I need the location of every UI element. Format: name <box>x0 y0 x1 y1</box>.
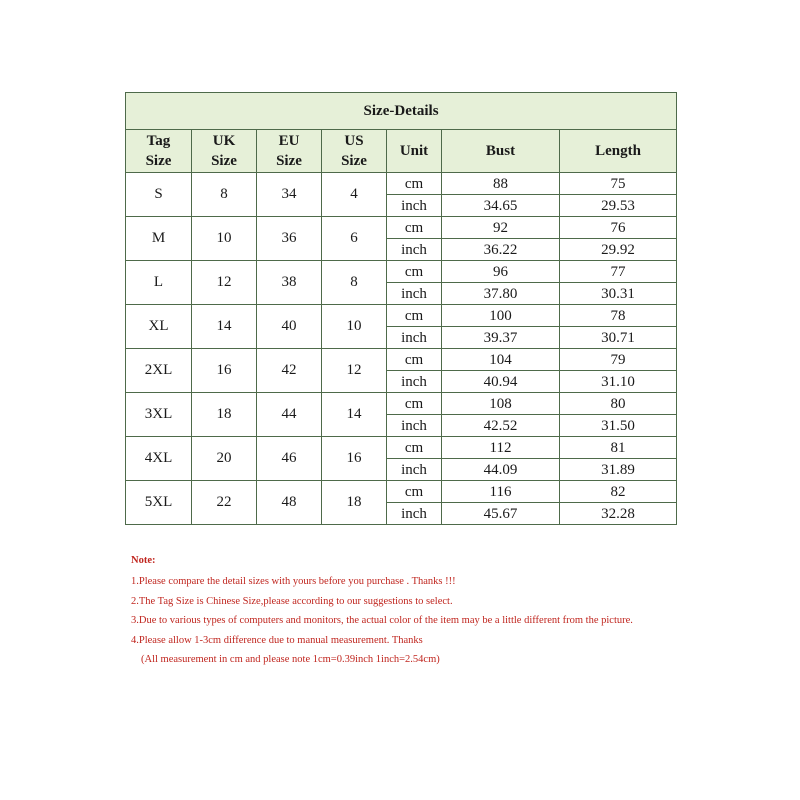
length-cm-cell: 77 <box>560 261 677 283</box>
bust-cm-cell: 88 <box>442 173 560 195</box>
uk-size-cell: 16 <box>192 349 257 393</box>
us-size-cell: 4 <box>322 173 387 217</box>
notes-section <box>131 555 731 665</box>
unit-cell: inch <box>387 327 442 349</box>
note-line-4: 4.Please allow 1-3cm difference due to manual measurement. Thanks <box>131 634 423 646</box>
header-us-size: US Size <box>322 130 387 173</box>
us-size-cell: 10 <box>322 305 387 349</box>
length-inch-cell: 31.50 <box>560 415 677 437</box>
header-tag-size: Tag Size <box>126 130 192 173</box>
unit-cell: inch <box>387 459 442 481</box>
header-length: Length <box>560 130 677 173</box>
us-size-cell: 12 <box>322 349 387 393</box>
size-table <box>125 92 677 525</box>
uk-size-cell: 8 <box>192 173 257 217</box>
tag-size-cell: S <box>126 173 192 217</box>
uk-size-cell: 18 <box>192 393 257 437</box>
unit-cell: cm <box>387 261 442 283</box>
header-row <box>126 130 677 173</box>
bust-inch-cell: 36.22 <box>442 239 560 261</box>
eu-size-cell: 48 <box>257 481 322 525</box>
uk-size-cell: 12 <box>192 261 257 305</box>
uk-size-cell: 14 <box>192 305 257 349</box>
length-inch-cell: 29.92 <box>560 239 677 261</box>
bust-cm-cell: 100 <box>442 305 560 327</box>
header-unit: Unit <box>387 130 442 173</box>
table-row <box>126 305 677 327</box>
length-cm-cell: 79 <box>560 349 677 371</box>
header-uk-size: UK Size <box>192 130 257 173</box>
length-cm-cell: 76 <box>560 217 677 239</box>
unit-cell: inch <box>387 503 442 525</box>
header-bust: Bust <box>442 130 560 173</box>
note-line-2: 2.The Tag Size is Chinese Size,please according to our suggestions to select. <box>131 595 453 607</box>
table-row <box>126 393 677 415</box>
notes-footer: (All measurement in cm and please note 1cm=0.39inch 1inch=2.54cm) <box>141 654 440 665</box>
bust-inch-cell: 34.65 <box>442 195 560 217</box>
unit-cell: inch <box>387 195 442 217</box>
eu-size-cell: 36 <box>257 217 322 261</box>
tag-size-cell: 5XL <box>126 481 192 525</box>
size-chart <box>125 92 676 525</box>
uk-size-cell: 22 <box>192 481 257 525</box>
unit-cell: inch <box>387 371 442 393</box>
length-cm-cell: 75 <box>560 173 677 195</box>
header-eu-size: EU Size <box>257 130 322 173</box>
bust-inch-cell: 42.52 <box>442 415 560 437</box>
unit-cell: cm <box>387 393 442 415</box>
unit-cell: cm <box>387 349 442 371</box>
tag-size-cell: XL <box>126 305 192 349</box>
bust-cm-cell: 96 <box>442 261 560 283</box>
eu-size-cell: 44 <box>257 393 322 437</box>
eu-size-cell: 42 <box>257 349 322 393</box>
us-size-cell: 18 <box>322 481 387 525</box>
unit-cell: cm <box>387 437 442 459</box>
table-row <box>126 481 677 503</box>
unit-cell: cm <box>387 481 442 503</box>
bust-cm-cell: 116 <box>442 481 560 503</box>
unit-cell: inch <box>387 283 442 305</box>
length-cm-cell: 82 <box>560 481 677 503</box>
unit-cell: cm <box>387 217 442 239</box>
note-line-3: 3.Due to various types of computers and monitors, the actual color of the item may be a little different from the picture. <box>131 615 633 626</box>
length-inch-cell: 31.89 <box>560 459 677 481</box>
length-inch-cell: 30.71 <box>560 327 677 349</box>
table-title: Size-Details <box>126 93 677 130</box>
bust-cm-cell: 112 <box>442 437 560 459</box>
bust-inch-cell: 45.67 <box>442 503 560 525</box>
unit-cell: cm <box>387 305 442 327</box>
eu-size-cell: 34 <box>257 173 322 217</box>
eu-size-cell: 46 <box>257 437 322 481</box>
us-size-cell: 14 <box>322 393 387 437</box>
bust-cm-cell: 92 <box>442 217 560 239</box>
table-row <box>126 437 677 459</box>
eu-size-cell: 38 <box>257 261 322 305</box>
notes-title: Note: <box>131 555 156 566</box>
tag-size-cell: 3XL <box>126 393 192 437</box>
bust-cm-cell: 108 <box>442 393 560 415</box>
bust-inch-cell: 40.94 <box>442 371 560 393</box>
us-size-cell: 8 <box>322 261 387 305</box>
bust-inch-cell: 37.80 <box>442 283 560 305</box>
bust-cm-cell: 104 <box>442 349 560 371</box>
table-row <box>126 349 677 371</box>
table-row <box>126 261 677 283</box>
table-row <box>126 173 677 195</box>
us-size-cell: 6 <box>322 217 387 261</box>
unit-cell: cm <box>387 173 442 195</box>
eu-size-cell: 40 <box>257 305 322 349</box>
unit-cell: inch <box>387 239 442 261</box>
length-inch-cell: 30.31 <box>560 283 677 305</box>
uk-size-cell: 20 <box>192 437 257 481</box>
note-line-1: 1.Please compare the detail sizes with yours before you purchase . Thanks !!! <box>131 576 456 587</box>
table-body <box>126 173 677 525</box>
length-inch-cell: 32.28 <box>560 503 677 525</box>
length-cm-cell: 78 <box>560 305 677 327</box>
us-size-cell: 16 <box>322 437 387 481</box>
length-inch-cell: 29.53 <box>560 195 677 217</box>
length-cm-cell: 80 <box>560 393 677 415</box>
bust-inch-cell: 44.09 <box>442 459 560 481</box>
tag-size-cell: L <box>126 261 192 305</box>
unit-cell: inch <box>387 415 442 437</box>
table-row <box>126 217 677 239</box>
length-cm-cell: 81 <box>560 437 677 459</box>
tag-size-cell: M <box>126 217 192 261</box>
uk-size-cell: 10 <box>192 217 257 261</box>
length-inch-cell: 31.10 <box>560 371 677 393</box>
tag-size-cell: 4XL <box>126 437 192 481</box>
tag-size-cell: 2XL <box>126 349 192 393</box>
bust-inch-cell: 39.37 <box>442 327 560 349</box>
